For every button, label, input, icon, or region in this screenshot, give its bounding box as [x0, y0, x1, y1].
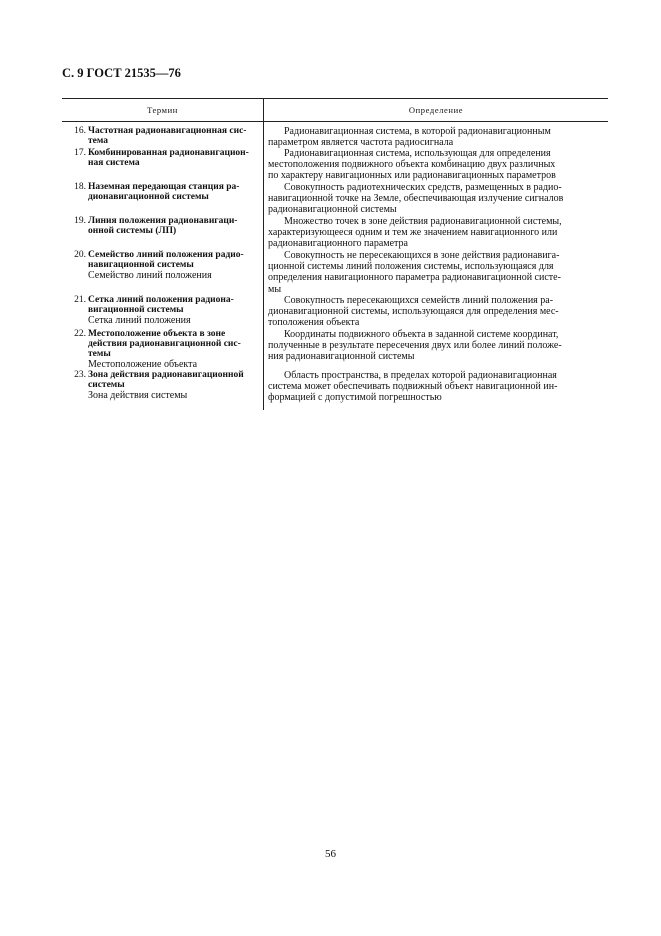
definition-column: [264, 122, 608, 410]
term-name: [62, 126, 263, 146]
definition-line: по характеру навигационных или радионавигационных параметров: [268, 170, 556, 182]
definition-line: Радионавигационная система, использующая для определения: [284, 148, 551, 159]
definition-entry: [264, 250, 608, 295]
term-name: [62, 370, 263, 390]
definition-line: Радионавигационная система, в которой радионавигационным: [284, 126, 551, 137]
definition-line: система может обеспечивать подвижный объект навигационной ин-: [268, 381, 558, 393]
term-name: [62, 329, 263, 359]
term-entry: [62, 216, 263, 250]
definition-line: ния радионавигационной системы: [268, 351, 415, 363]
term-name-line: дионавигационной системы: [88, 192, 209, 202]
definition-line: радионавигационного параметра: [268, 238, 408, 250]
term-name: [62, 216, 263, 236]
term-number: 17.: [74, 148, 86, 158]
definition-entry: [264, 126, 608, 148]
definition-line: Множество точек в зоне действия радионавигационной системы,: [284, 216, 562, 227]
definition-line: местоположения подвижного объекта комбинацию двух различных: [268, 159, 556, 171]
term-entry: [62, 329, 263, 370]
term-name-line: системы: [88, 380, 125, 390]
column-header-definition: Определение: [408, 105, 464, 115]
term-number: 22.: [74, 329, 86, 339]
term-name-line: Наземная передающая станция ра-: [88, 182, 240, 192]
definition-line: ционной системы линий положения системы, использующаяся для: [268, 261, 554, 273]
definition-line: дионавигационной системы, использующаяся для определения мес-: [268, 306, 559, 318]
definition-line: навигационной точке на Земле, обеспечивающая излучение сигналов: [268, 193, 564, 205]
term-name-line: тема: [88, 136, 109, 146]
definition-line: Область пространства, в пределах которой радионавигационная: [284, 370, 557, 381]
term-name-line: Местоположение объекта в зоне: [88, 329, 226, 339]
term-short-form: Сетка линий положения: [88, 315, 191, 326]
terms-table: [62, 98, 608, 410]
table-header-row: [62, 99, 608, 121]
term-number: 18.: [74, 182, 86, 192]
term-column: [62, 122, 264, 410]
table-body: [62, 122, 608, 410]
term-name-line: онной системы (ЛП): [88, 226, 177, 236]
definition-line: Совокупность не пересекающихся в зоне действия радионавига-: [284, 250, 560, 261]
page-number: 56: [325, 848, 336, 860]
term-name-line: Комбинированная радионавигацион-: [88, 148, 249, 158]
term-name-line: ная система: [88, 158, 140, 168]
page-header: С. 9 ГОСТ 21535—76: [62, 66, 181, 80]
definition-entry: [264, 148, 608, 182]
definition-line: радионавигационной системы: [268, 204, 397, 216]
definition-line: определения навигационного параметра радионавигационной систе-: [268, 272, 561, 284]
term-number: 20.: [74, 250, 86, 260]
definition-entry: [264, 182, 608, 216]
term-entry: [62, 295, 263, 329]
definition-line: Совокупность пересекающихся семейств линий положения ра-: [284, 295, 554, 306]
definition-line: Координаты подвижного объекта в заданной системе координат,: [284, 329, 559, 340]
definition-line: полученные в результате пересечения двух или более линий положе-: [268, 340, 562, 352]
definition-line: Совокупность радиотехнических средств, размещенных в радио-: [284, 182, 562, 193]
definition-entry: [264, 329, 608, 370]
definition-line: параметром является частота радиосигнала: [268, 137, 454, 149]
term-number: 19.: [74, 216, 86, 226]
definition-entry: [264, 370, 608, 404]
term-name-line: навигационной системы: [88, 260, 194, 270]
definition-line: формацией с допустимой погрешностью: [268, 392, 442, 404]
term-name: [62, 182, 263, 202]
term-short-form: Местоположение объекта: [88, 359, 198, 370]
term-name-line: Сетка линий положения радиона-: [88, 295, 234, 305]
term-number: 16.: [74, 126, 86, 136]
term-short-form: Семейство линий положения: [88, 270, 212, 281]
term-name-line: темы: [88, 349, 111, 359]
term-name: [62, 295, 263, 315]
column-header-term: Термин: [62, 99, 264, 121]
term-entry: [62, 250, 263, 295]
definition-entry: [264, 295, 608, 329]
term-entry: [62, 182, 263, 216]
term-name-line: Линия положения радионавигаци-: [88, 216, 238, 226]
term-short-form: Зона действия системы: [88, 390, 188, 401]
term-number: 23.: [74, 370, 86, 380]
term-name-line: Зона действия радионавигационной: [88, 370, 244, 380]
definition-line: характеризующееся одним и тем же значением навигационного или: [268, 227, 558, 239]
term-name-line: действия радионавигационной сис-: [88, 339, 241, 349]
definition-line: тоположения объекта: [268, 317, 360, 329]
term-entry: [62, 126, 263, 148]
term-number: 21.: [74, 295, 86, 305]
term-name-line: Семейство линий положения радио-: [88, 250, 244, 260]
definition-entry: [264, 216, 608, 250]
term-name: [62, 148, 263, 168]
term-name: [62, 250, 263, 270]
term-name-line: Частотная радионавигационная сис-: [88, 126, 247, 136]
term-name-line: вигационной системы: [88, 305, 184, 315]
definition-line: мы: [268, 283, 282, 295]
term-entry: [62, 370, 263, 404]
term-entry: [62, 148, 263, 182]
